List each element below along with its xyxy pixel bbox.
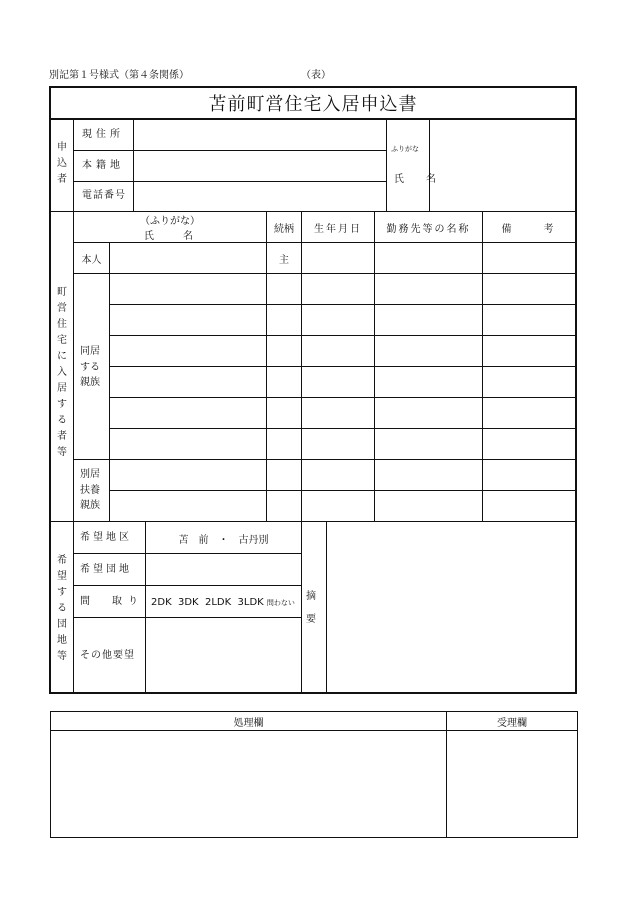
form-reference: 別記第１号様式（第４条関係） [49,70,189,81]
furigana-label: ふりがな [391,145,419,153]
other-requests-field[interactable] [147,619,300,693]
desired-complex-label: 希望団地 [80,564,132,575]
floor-plan-types: 2DK 3DK 2LDK 3LDK [151,597,264,608]
applicant-section-label: 申込者 [57,142,67,185]
phone-field[interactable] [135,183,384,210]
title-divider [51,118,576,120]
floor-plan-options[interactable] [151,597,295,608]
form-title: 苫前町営住宅入居申込書 [208,93,418,115]
self-relation-value: 主 [279,254,289,266]
desired-complex-field[interactable] [147,555,300,584]
separate-dependent-label: 別居扶養親族 [80,469,100,511]
applicant-name-label: 氏 名 [394,174,442,185]
reception-field[interactable] [447,731,577,837]
relation-column-header: 続柄 [274,223,294,235]
employer-column-header: 勤務先等の名称 [386,223,471,235]
current-address-field[interactable] [135,121,384,149]
processing-field[interactable] [51,731,446,837]
domicile-field[interactable] [135,152,384,180]
section-label-divider [73,119,74,694]
birthdate-column-header: 生年月日 [314,223,362,235]
floor-plan-any: 問わない [266,599,295,607]
name-column-header: 氏 名 [144,230,196,242]
other-requests-label: その他要望 [80,650,135,661]
notes-field[interactable] [328,523,575,693]
residents-divider [51,521,576,522]
domicile-label: 本籍地 [82,160,124,171]
residents-section-label: 町営住宅に入居する者等 [57,287,67,458]
cohabiting-family-label: 同居する親族 [80,346,100,388]
phone-label: 電話番号 [82,190,126,201]
self-row-label: 本人 [81,254,102,266]
floor-plan-label: 間 取り [80,596,144,607]
current-address-label: 現住所 [82,129,124,140]
reception-column-header: 受理欄 [497,717,527,729]
notes-label: 摘要 [306,591,316,625]
district-options[interactable]: 苫 前 ・ 古丹別 [178,534,269,546]
wishes-section-label: 希望する団地等 [57,555,67,662]
desired-district-label: 希望地区 [80,532,132,543]
form-side: （表） [301,70,331,81]
processing-column-header: 処理欄 [233,717,264,729]
name-furigana-header: （ふりがな） [140,215,200,227]
remarks-column-header: 備 考 [501,223,558,235]
applicant-name-field[interactable] [431,121,575,210]
